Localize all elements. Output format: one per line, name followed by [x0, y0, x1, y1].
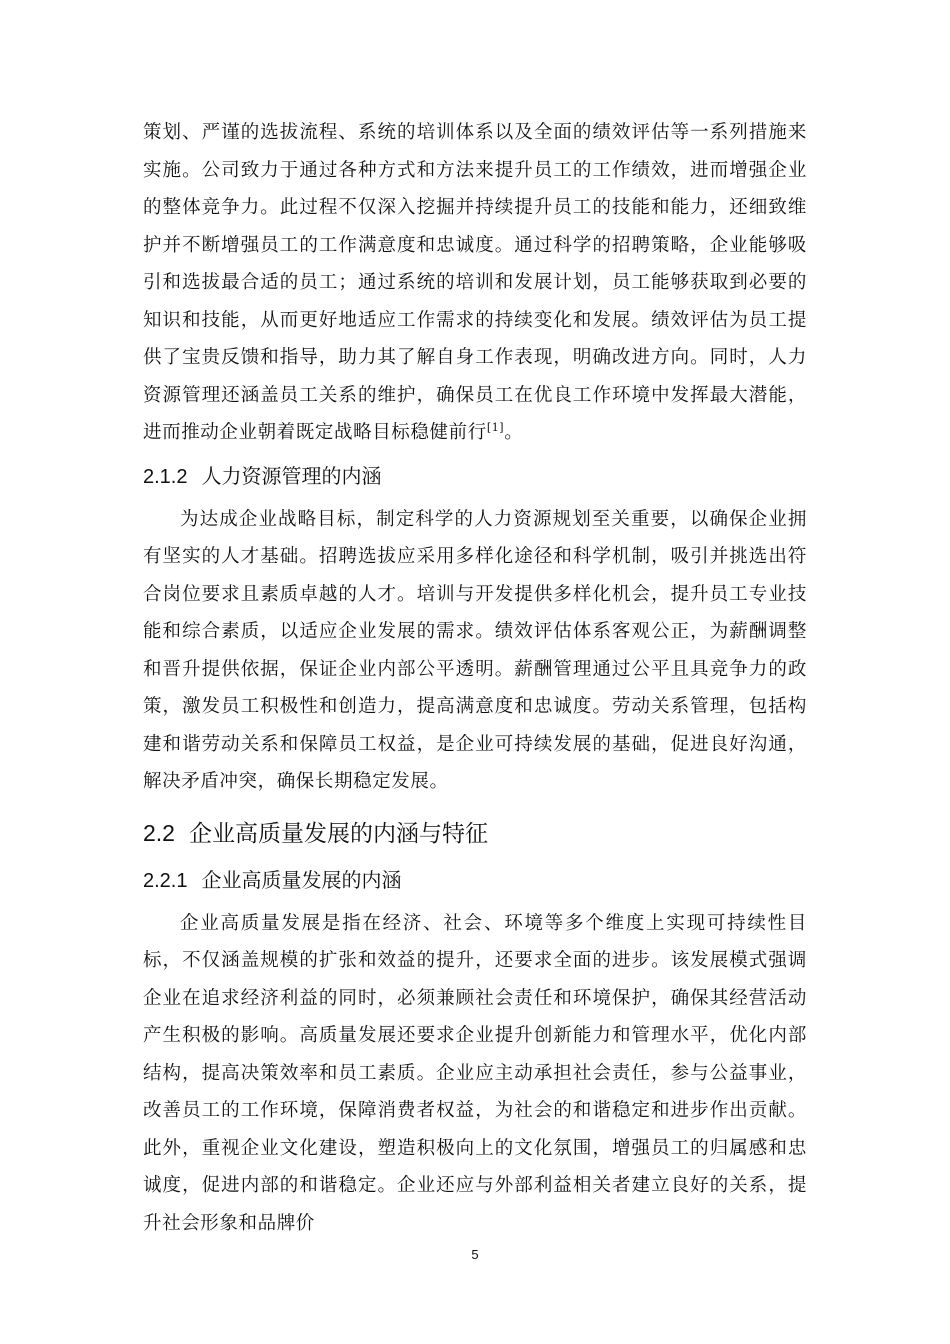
heading-2-1-2-number: 2.1.2	[143, 465, 188, 488]
heading-2-1-2-title: 人力资源管理的内涵	[201, 463, 382, 488]
continued-paragraph	[143, 114, 807, 452]
heading-2-1-2	[143, 458, 807, 495]
heading-2-2-number: 2.2	[143, 819, 175, 846]
page-number: 5	[471, 1247, 479, 1262]
citation-reference[interactable]: [1]	[486, 420, 505, 434]
heading-2-2	[143, 811, 807, 856]
page-body	[143, 114, 807, 1242]
heading-2-2-title: 企业高质量发展的内涵与特征	[188, 820, 488, 847]
heading-2-2-1-number: 2.2.1	[143, 869, 188, 892]
heading-2-2-1	[143, 862, 807, 899]
continued-paragraph-text: 策划、严谨的选拔流程、系统的培训体系以及全面的绩效评估等一系列措施来实施。公司致力于通过各种方式和方法来提升员工的工作绩效，进而增强企业的整体竞争力。此过程不仅深入挖掘并持续提升员工的技能和能力，还细致维护并不断增强员工的工作满意度和忠诚度。通过科学的招聘策略，企业能够吸引和选拔最合适的员工；通过系统的培训和发展计划，员工能够获取到必要的知识和技能，从而更好地适应工作需求的持续变化和发展。绩效评估为员工提供了宝贵反馈和指导，助力其了解自身工作表现，明确改进方向。同时，人力资源管理还涵盖员工关系的维护，确保员工在优良工作环境中发挥最大潜能，进而推动企业朝着既定战略目标稳健前行	[143, 122, 807, 443]
heading-2-2-1-title: 企业高质量发展的内涵	[201, 867, 402, 892]
paragraph-2-2-1: 企业高质量发展是指在经济、社会、环境等多个维度上实现可持续性目标，不仅涵盖规模的扩张和效益的提升，还要求全面的进步。该发展模式强调企业在追求经济利益的同时，必须兼顾社会责任和环境保护，确保其经营活动产生积极的影响。高质量发展还要求企业提升创新能力和管理水平，优化内部结构，提高决策效率和员工素质。企业应主动承担社会责任，参与公益事业，改善员工的工作环境，保障消费者权益，为社会的和谐稳定和进步作出贡献。此外，重视企业文化建设，塑造积极向上的文化氛围，增强员工的归属感和忠诚度，促进内部的和谐稳定。企业还应与外部利益相关者建立良好的关系，提升社会形象和品牌价	[143, 912, 807, 1234]
continued-paragraph-end: 。	[504, 422, 524, 443]
paragraph-2-1-2: 为达成企业战略目标，制定科学的人力资源规划至关重要，以确保企业拥有坚实的人才基础。招聘选拔应采用多样化途径和科学机制，吸引并挑选出符合岗位要求且素质卓越的人才。培训与开发提供多样化机会，提升员工专业技能和综合素质，以适应企业发展的需求。绩效评估体系客观公正，为薪酬调整和晋升提供依据，保证企业内部公平透明。薪酬管理通过公平且具竞争力的政策，激发员工积极性和创造力，提高满意度和忠诚度。劳动关系管理，包括构建和谐劳动关系和保障员工权益，是企业可持续发展的基础，促进良好沟通，解决矛盾冲突，确保长期稳定发展。	[143, 508, 807, 792]
